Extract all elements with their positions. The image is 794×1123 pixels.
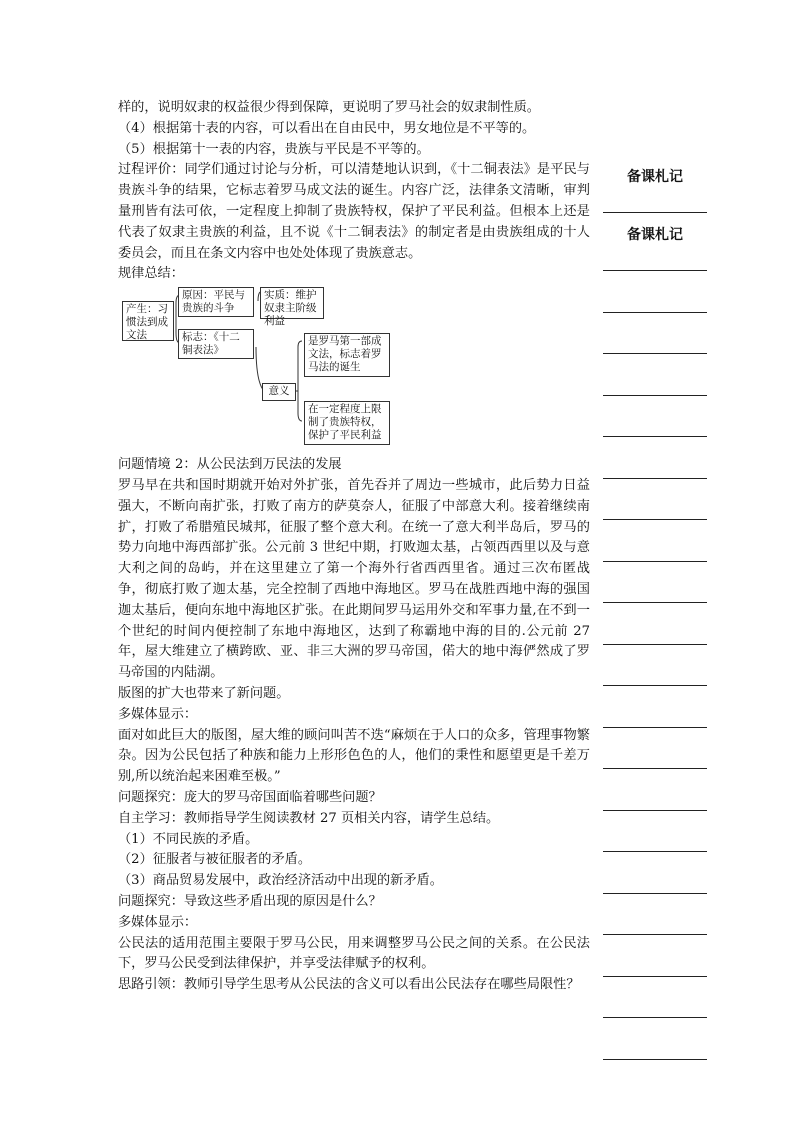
summary-diagram (118, 287, 590, 453)
notes-ruled-line (603, 478, 707, 479)
rule-summary-label: 规律总结： (118, 266, 184, 282)
contradiction-1: （1）不同民族的矛盾。 (118, 831, 259, 847)
contradiction-3: （3）商品贸易发展中，政治经济活动中出现的新矛盾。 (118, 873, 443, 889)
multimedia-label-1: 多媒体显示： (118, 706, 198, 722)
diagram-meaning-box: 意义 (262, 383, 296, 401)
self-study: 自主学习：教师指导学生阅读教材 27 页相关内容，请学生总结。 (118, 810, 500, 826)
multimedia-label-2: 多媒体显示： (118, 914, 198, 930)
diagram-meaning-1-box: 是罗马第一部成文法，标志着罗马法的诞生 (304, 333, 390, 377)
notes-ruled-line (603, 810, 707, 811)
notes-ruled-line (603, 602, 707, 603)
civil-law-scope: 公民法的适用范围主要限于罗马公民，用来调整罗马公民之间的关系。在公民法下，罗马公民受到法律保护，并享受法律赋予的权利。 (118, 935, 590, 972)
notes-ruled-line (603, 312, 707, 313)
notes-title-2: 备课札记 (627, 227, 683, 243)
process-evaluation: 过程评价：同学们通过讨论与分析，可以清楚地认识到，《十二铜表法》是平民与贵族斗争的结果，它标志着罗马成文法的诞生。内容广泛，法律条文清晰，审判量刑皆有法可依，一定程度上抑制了贵族特权，保护了平民利益。但根本上还是代表了奴隶主贵族的利益，且不说《十二铜表法》的制定者是由贵族组成的十人委员会，而且在条文内容中也处处体现了贵族意志。 (118, 162, 590, 261)
notes-title-1: 备课札记 (627, 169, 683, 185)
contradiction-2: （2）征服者与被征服者的矛盾。 (118, 852, 312, 868)
notes-ruled-line (603, 436, 707, 437)
diagram-cause-box: 原因：平民与贵族的斗争 (178, 287, 254, 317)
notes-ruled-line (603, 395, 707, 396)
question-inquiry-1: 问题探究：庞大的罗马帝国面临着哪些问题？ (118, 789, 382, 805)
notes-ruled-line (603, 727, 707, 728)
notes-line (603, 212, 707, 213)
thinking-guide: 思路引领：教师引导学生思考从公民法的含义可以看出公民法存在哪些局限性？ (118, 977, 580, 993)
notes-ruled-line (603, 561, 707, 562)
advisor-quote: 面对如此巨大的版图，屋大维的顾问叫苦不迭“麻烦在于人口的众多，管理事物繁杂。因为公民包括了种族和能力上形形色色的人，他们的秉性和愿望更是千差万别,所以统治起来困难至极。” (118, 727, 590, 785)
notes-ruled-line (603, 1059, 707, 1060)
notes-ruled-line (603, 851, 707, 852)
notes-ruled-line (603, 768, 707, 769)
diagram-meaning-2-box: 在一定程度上限制了贵族特权，保护了平民利益 (304, 401, 390, 445)
notes-ruled-line (603, 353, 707, 354)
problem-scenario-2-title: 问题情境 2：从公民法到万民法的发展 (118, 457, 342, 473)
notes-ruled-line (603, 976, 707, 977)
notes-ruled-line (603, 644, 707, 645)
paragraph-continuation: 样的，说明奴隶的权益很少得到保障，更说明了罗马社会的奴隶制性质。 (118, 100, 540, 115)
territory-new-problems: 版图的扩大也带来了新问题。 (118, 685, 290, 701)
question-inquiry-2: 问题探究：导致这些矛盾出现的原因是什么？ (118, 893, 382, 909)
notes-ruled-line (603, 685, 707, 686)
notes-ruled-line (603, 934, 707, 935)
lesson-text-column (118, 98, 590, 996)
notes-ruled-line (603, 1017, 707, 1018)
diagram-essence-box: 实质：维护奴隶主阶级利益 (260, 287, 324, 319)
point-4: （4）根据第十表的内容，可以看出在自由民中，男女地位是不平等的。 (118, 120, 536, 136)
notes-ruled-line (603, 893, 707, 894)
point-5: （5）根据第十一表的内容，贵族与平民是不平等的。 (118, 141, 430, 157)
diagram-sign-box: 标志：《十二铜表法》 (178, 329, 254, 359)
roman-expansion-text: 罗马早在共和国时期就开始对外扩张，首先吞并了周边一些城市，此后势力日益强大，不断向南扩张，打败了南方的萨莫奈人，征服了中部意大利。接着继续南扩，打败了希腊殖民城邦，征服了整个意大利。在统一了意大利半岛后，罗马的势力向地中海西部扩张。公元前 3 世纪中期，打败迦太基，占领西西里以及与意大利之间的岛屿，并在这里建立了第一个海外行省西西里省。通过三次布匿战争，彻底打败了迦太基，完全控制了西地中海地区。罗马在战胜西地中海的强国迦太基后，便向东地中海地区扩张。在此期间罗马运用外交和军事力量,在不到一个世纪的时间内便控制了东地中海地区，达到了称霸地中海的目的.公元前 27 年，屋大维建立了横跨欧、亚、非三大洲的罗马帝国，偌大的地中海俨然成了罗马帝国的内陆湖。 (118, 477, 590, 681)
notes-ruled-line (603, 270, 707, 271)
diagram-origin-box: 产生：习惯法到成文法 (122, 301, 174, 341)
notes-ruled-line (603, 519, 707, 520)
